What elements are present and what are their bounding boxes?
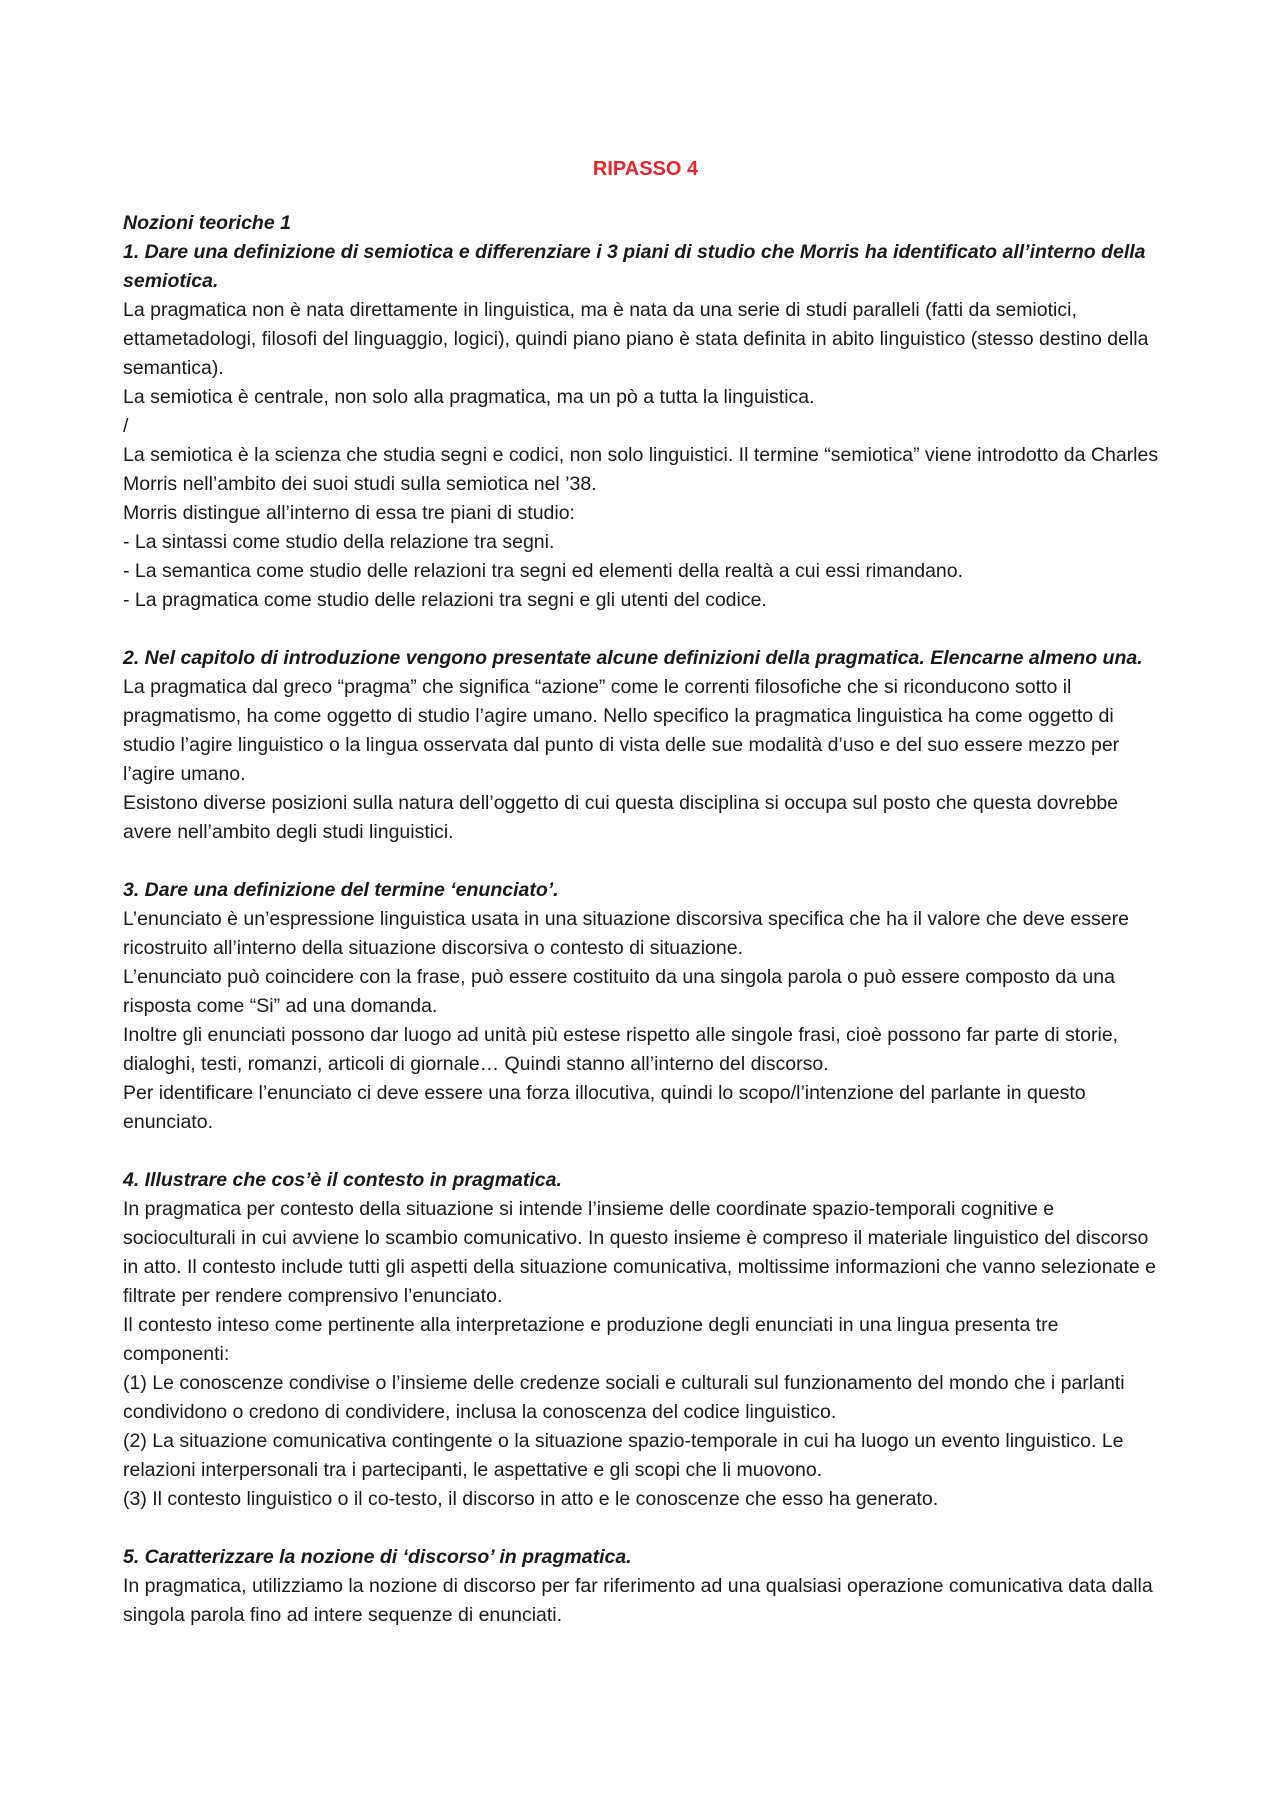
section-paragraph: In pragmatica, utilizziamo la nozione di discorso per far riferimento ad una qualsiasi operazione comunicativa data dalla singola parola fino ad intere sequenze di enunciati.: [123, 1575, 1153, 1626]
section-1: [123, 238, 1168, 615]
section-paragraph: La pragmatica dal greco “pragma” che significa “azione” come le correnti filosofiche che si riconducono sotto il pragmatismo, ha come oggetto di studio l’agire umano. Nello specifico la pragmatica linguistica ha come oggetto di studio l’agire linguistico o la lingua osservata dal punto di vista delle sue modalità d’uso e del suo essere mezzo per l’agire umano.: [123, 676, 1120, 785]
list-item: (2) La situazione comunicativa contingente o la situazione spazio-temporale in cui ha luogo un evento linguistico. Le relazioni interpersonali tra i partecipanti, le aspettative e gli scopi che li muovono.: [123, 1430, 1124, 1481]
section-paragraph: Inoltre gli enunciati possono dar luogo ad unità più estese rispetto alle singole frasi, cioè possono far parte di storie, dialoghi, testi, romanzi, articoli di giornale… Quindi stanno all’interno del discorso.: [123, 1024, 1119, 1075]
document-page: [123, 155, 1168, 1630]
section-spacer: [123, 847, 1168, 876]
section-paragraph: In pragmatica per contesto della situazione si intende l’insieme delle coordinate spazio-temporali cognitive e socioculturali in cui avviene lo scambio comunicativo. In questo insieme è compreso il materiale linguistico del discorso in atto. Il contesto include tutti gli aspetti della situazione comunicativa, moltissime informazioni che vanno selezionate e filtrate per rendere comprensivo l’enunciato.: [123, 1198, 1156, 1307]
section-paragraph: La pragmatica non è nata direttamente in linguistica, ma è nata da una serie di studi paralleli (fatti da semiotici, ettametadologi, filosofi del linguaggio, logici), quindi piano piano è stata definita in abito linguistico (stesso destino della semantica).: [123, 299, 1149, 379]
intro-heading: Nozioni teoriche 1: [123, 212, 291, 234]
list-item: - La semantica come studio delle relazioni tra segni ed elementi della realtà a cui essi rimandano.: [123, 560, 964, 582]
section-paragraph: /: [123, 415, 129, 437]
document-title: RIPASSO 4: [592, 158, 699, 180]
list-item: - La sintassi come studio della relazione tra segni.: [123, 531, 555, 553]
section-spacer: [123, 1137, 1168, 1166]
list-item: - La pragmatica come studio delle relazioni tra segni e gli utenti del codice.: [123, 589, 767, 611]
section-4: [123, 1166, 1168, 1514]
section-spacer: [123, 615, 1168, 644]
section-paragraph: Esistono diverse posizioni sulla natura dell’oggetto di cui questa disciplina si occupa sul posto che questa dovrebbe avere nell’ambito degli studi linguistici.: [123, 792, 1119, 843]
list-item: (3) Il contesto linguistico o il co-testo, il discorso in atto e le conoscenze che esso ha generato.: [123, 1488, 939, 1510]
section-2: [123, 644, 1168, 847]
section-paragraph: Il contesto inteso come pertinente alla interpretazione e produzione degli enunciati in una lingua presenta tre componenti:: [123, 1314, 1059, 1365]
section-question: 3. Dare una definizione del termine ‘enunciato’.: [123, 879, 559, 901]
list-item: (1) Le conoscenze condivise o l’insieme delle credenze sociali e culturali sul funzionamento del mondo che i parlanti condividono o credono di condividere, inclusa la conoscenza del codice linguistico.: [123, 1372, 1125, 1423]
section-question: 1. Dare una definizione di semiotica e differenziare i 3 piani di studio che Morris ha identificato all’interno della semiotica.: [123, 241, 1146, 292]
section-spacer: [123, 1514, 1168, 1543]
section-question: 5. Caratterizzare la nozione di ‘discorso’ in pragmatica.: [123, 1546, 632, 1568]
section-paragraph: La semiotica è la scienza che studia segni e codici, non solo linguistici. Il termine “semiotica” viene introdotto da Charles Morris nell’ambito dei suoi studi sulla semiotica nel ’38.: [123, 444, 1159, 495]
section-question: 4. Illustrare che cos’è il contesto in pragmatica.: [123, 1169, 562, 1191]
section-paragraph: L’enunciato è un’espressione linguistica usata in una situazione discorsiva specifica che ha il valore che deve essere ricostruito all’interno della situazione discorsiva o contesto di situazione.: [123, 908, 1129, 959]
section-paragraph: Per identificare l’enunciato ci deve essere una forza illocutiva, quindi lo scopo/l’intenzione del parlante in questo enunciato.: [123, 1082, 1086, 1133]
section-question: 2. Nel capitolo di introduzione vengono presentate alcune definizioni della pragmatica. Elencarne almeno una.: [123, 647, 1143, 669]
section-paragraph: La semiotica è centrale, non solo alla pragmatica, ma un pò a tutta la linguistica.: [123, 386, 815, 408]
section-paragraph: L’enunciato può coincidere con la frase, può essere costituito da una singola parola o può essere composto da una risposta come “Si” ad una domanda.: [123, 966, 1115, 1017]
section-paragraph: Morris distingue all’interno di essa tre piani di studio:: [123, 502, 575, 524]
section-3: [123, 876, 1168, 1137]
section-5: [123, 1543, 1168, 1630]
